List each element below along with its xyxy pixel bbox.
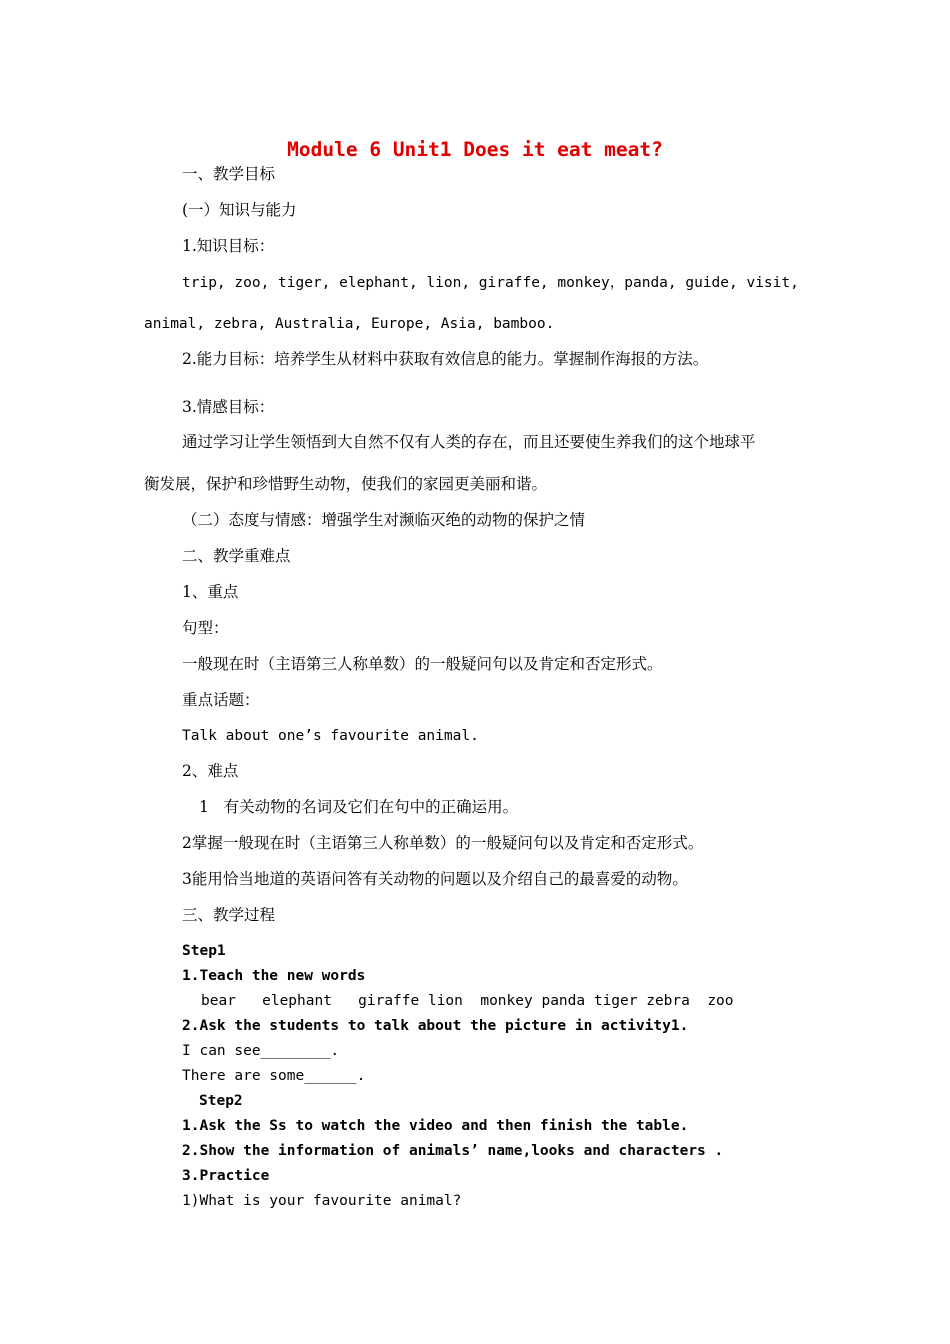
step1-item-1: 1.Teach the new words xyxy=(182,968,366,984)
difficult-point-1: 1 有关动物的名词及它们在句中的正确运用。 xyxy=(199,798,519,816)
emotion-goal-text-1: 通过学习让学生领悟到大自然不仅有人类的存在，而且还要使生养我们的这个地球平 xyxy=(182,433,756,451)
emotion-goal-text-2: 衡发展，保护和珍惜野生动物，使我们的家园更美丽和谐。 xyxy=(144,475,548,493)
new-words-list: bear elephant giraffe lion monkey panda tiger zebra zoo xyxy=(201,993,734,1009)
step2-item-2: 2.Show the information of animals’ name,looks and characters . xyxy=(182,1143,724,1159)
ability-goal: 2.能力目标：培养学生从材料中获取有效信息的能力。掌握制作海报的方法。 xyxy=(182,350,709,368)
step1-item-2: 2.Ask the students to talk about the picture in activity1. xyxy=(182,1018,689,1034)
sentence-pattern-label: 句型： xyxy=(182,619,229,637)
section-heading-objectives: 一、教学目标 xyxy=(182,165,276,183)
difficult-points-label: 2、难点 xyxy=(182,762,239,780)
sentence-frame-1: I can see________. xyxy=(182,1043,340,1059)
practice-question-1: 1)What is your favourite animal? xyxy=(182,1193,462,1209)
subheading-knowledge-ability: (一）知识与能力 xyxy=(182,201,297,219)
step2-heading: Step2 xyxy=(199,1093,243,1109)
section-heading-key-points: 二、教学重难点 xyxy=(182,547,291,565)
key-topic-label: 重点话题： xyxy=(182,691,260,709)
emotion-goal-label: 3.情感目标： xyxy=(182,398,275,416)
vocabulary-line-2: animal, zebra, Australia, Europe, Asia, bamboo. xyxy=(144,316,555,332)
sentence-frame-2: There are some______. xyxy=(182,1068,366,1084)
step2-item-1: 1.Ask the Ss to watch the video and then finish the table. xyxy=(182,1118,689,1134)
key-topic-text: Talk about one’s favourite animal. xyxy=(182,728,479,744)
document-title: Module 6 Unit1 Does it eat meat? xyxy=(287,138,663,161)
sentence-pattern-text: 一般现在时（主语第三人称单数）的一般疑问句以及肯定和否定形式。 xyxy=(182,655,663,673)
difficult-point-2: 2掌握一般现在时（主语第三人称单数）的一般疑问句以及肯定和否定形式。 xyxy=(182,834,704,852)
knowledge-goal-label: 1.知识目标： xyxy=(182,237,275,255)
section-heading-process: 三、教学过程 xyxy=(182,906,276,924)
difficult-point-3: 3能用恰当地道的英语问答有关动物的问题以及介绍自己的最喜爱的动物。 xyxy=(182,870,688,888)
subheading-attitude: （二）态度与情感：增强学生对濒临灭绝的动物的保护之情 xyxy=(182,511,586,529)
key-points-label: 1、重点 xyxy=(182,583,239,601)
step1-heading: Step1 xyxy=(182,943,226,959)
step2-item-3: 3.Practice xyxy=(182,1168,270,1184)
vocabulary-line-1: trip, zoo, tiger, elephant, lion, giraffe, monkey，panda, guide, visit, xyxy=(182,275,799,291)
